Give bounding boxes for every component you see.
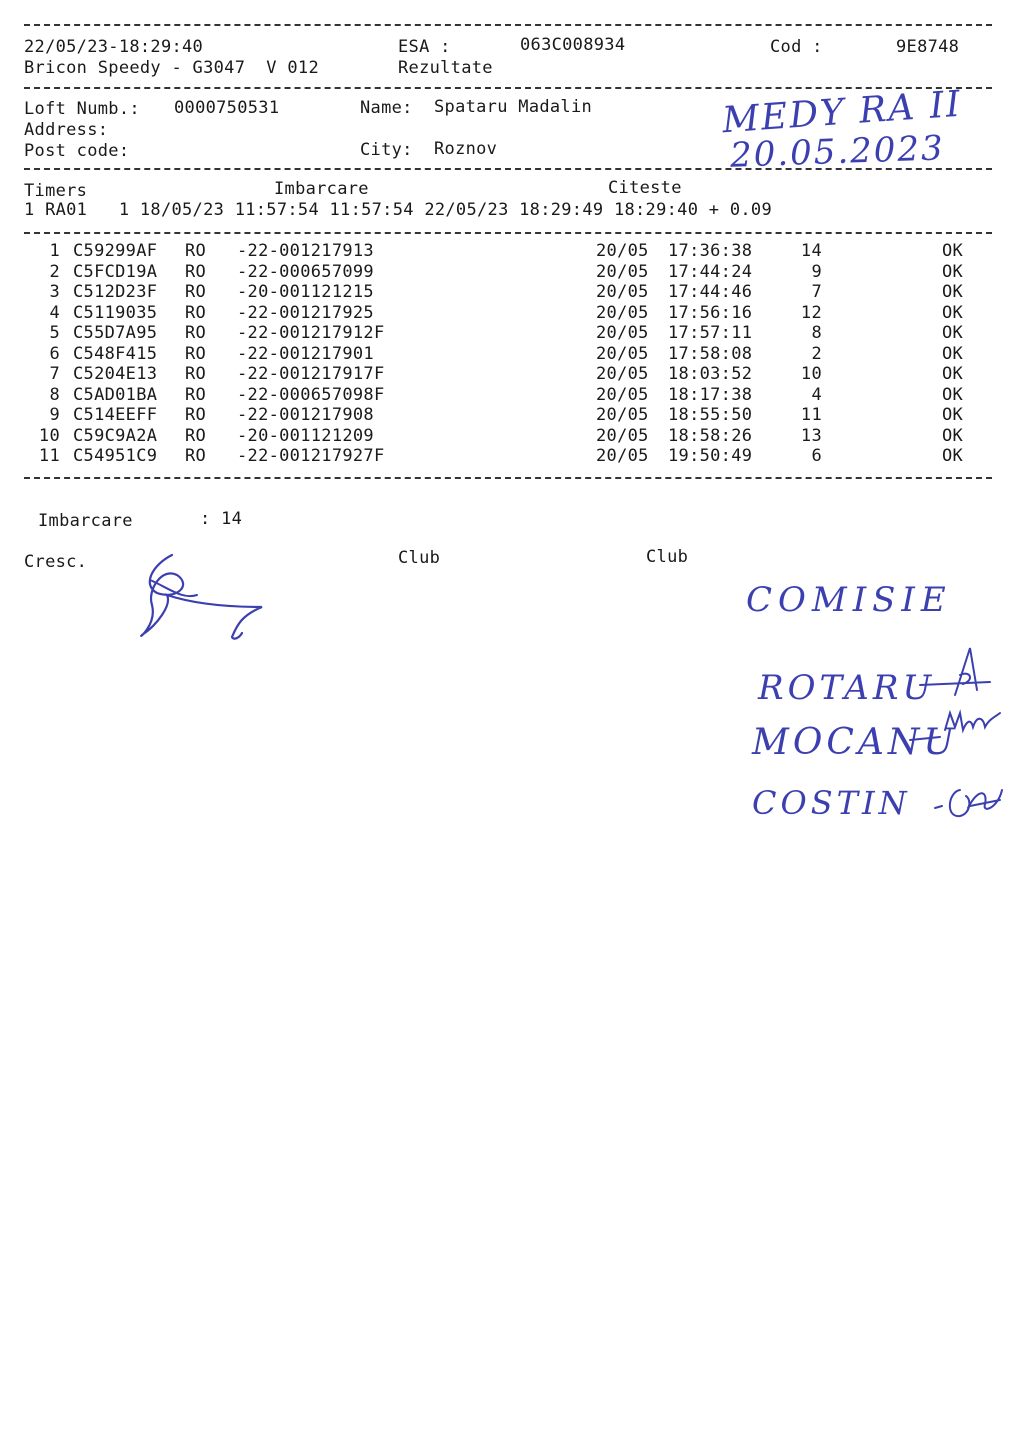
name-label: Name:	[360, 98, 413, 118]
city-label: City:	[360, 140, 413, 160]
summary-imbarcare-value: : 14	[200, 509, 243, 529]
ring-number: -22-001217912F	[237, 323, 385, 343]
chip-id: C5FCD19A	[73, 261, 158, 282]
basket-position: 6	[811, 446, 822, 466]
handwritten-member-1: ROTARU	[758, 668, 936, 708]
report-title: Rezultate	[398, 58, 493, 78]
arrival-date: 20/05	[596, 446, 649, 466]
ring-number: -22-001217925	[237, 302, 374, 323]
row-number: 5	[49, 323, 60, 343]
row-number: 9	[49, 405, 60, 425]
status-ok: OK	[942, 405, 964, 425]
fancier-name: Spataru Madalin	[434, 97, 593, 117]
chip-id: C5AD01BA	[73, 384, 158, 405]
chip-id: C5204E13	[73, 364, 158, 384]
cod-label: Cod :	[770, 37, 823, 57]
arrival-date: 20/05	[596, 425, 649, 446]
chip-id: C54951C9	[73, 446, 158, 466]
handwritten-member-3: COSTIN	[752, 784, 911, 822]
report-datetime: 22/05/23-18:29:40	[24, 37, 204, 57]
breeder-signature	[122, 545, 282, 655]
member-signature-3	[930, 778, 1010, 828]
status-ok: OK	[942, 282, 964, 302]
status-ok: OK	[942, 323, 964, 343]
arrival-time: 18:58:26	[668, 425, 753, 446]
chip-id: C514EEFF	[73, 405, 158, 425]
ring-number: -20-001121215	[237, 282, 374, 302]
summary-imbarcare-label: Imbarcare	[38, 511, 133, 531]
basket-position: 7	[811, 282, 822, 302]
country-code: RO	[185, 241, 207, 261]
ring-number: -22-001217913	[237, 241, 374, 261]
country-code: RO	[185, 343, 207, 364]
chip-id: C55D7A95	[73, 323, 158, 343]
basket-position: 11	[800, 405, 822, 425]
country-code: RO	[185, 261, 207, 282]
arrival-date: 20/05	[596, 343, 649, 364]
arrival-date: 20/05	[596, 241, 649, 261]
handwritten-member-2: MOCANU	[752, 722, 958, 763]
arrival-date: 20/05	[596, 302, 649, 323]
status-ok: OK	[942, 425, 964, 446]
ring-number: -22-001217908	[237, 405, 374, 425]
citeste-label: Citeste	[608, 178, 682, 198]
arrival-date: 20/05	[596, 384, 649, 405]
ring-number: -22-001217927F	[237, 446, 385, 466]
address-label: Address:	[24, 120, 109, 140]
basket-position: 2	[811, 343, 822, 364]
status-ok: OK	[942, 446, 964, 466]
row-number: 7	[49, 364, 60, 384]
arrival-time: 17:58:08	[668, 343, 753, 364]
cod-value: 9E8748	[896, 37, 960, 57]
chip-id: C5119035	[73, 302, 158, 323]
status-ok: OK	[942, 384, 964, 405]
arrival-date: 20/05	[596, 364, 649, 384]
ring-number: -20-001121209	[237, 425, 374, 446]
member-signature-1	[915, 640, 995, 700]
status-ok: OK	[942, 343, 964, 364]
top-rule	[24, 24, 992, 26]
arrival-time: 17:56:16	[668, 302, 753, 323]
arrival-date: 20/05	[596, 261, 649, 282]
esa-label: ESA :	[398, 37, 451, 57]
country-code: RO	[185, 282, 207, 302]
cresc-label: Cresc.	[24, 552, 88, 572]
header-rule	[24, 87, 992, 89]
row-number: 3	[49, 282, 60, 302]
basket-position: 13	[800, 425, 822, 446]
chip-id: C59C9A2A	[73, 425, 158, 446]
club-label-2: Club	[646, 547, 689, 567]
arrival-time: 17:44:24	[668, 261, 753, 282]
timer-row: 1 RA01 1 18/05/23 11:57:54 11:57:54 22/05/23 18:29:49 18:29:40 + 0.09	[24, 200, 772, 220]
arrival-time: 18:55:50	[668, 405, 753, 425]
row-number: 11	[38, 446, 60, 466]
chip-id: C512D23F	[73, 282, 158, 302]
basket-position: 12	[800, 302, 822, 323]
arrival-date: 20/05	[596, 405, 649, 425]
postcode-label: Post code:	[24, 141, 130, 161]
loft-number: 0000750531	[174, 98, 280, 118]
ring-number: -22-001217917F	[237, 364, 385, 384]
basket-position: 9	[811, 261, 822, 282]
handwritten-race-name: MEDY RA II	[720, 83, 964, 142]
status-ok: OK	[942, 241, 964, 261]
status-ok: OK	[942, 302, 964, 323]
row-number: 4	[49, 302, 60, 323]
chip-id: C59299AF	[73, 241, 158, 261]
country-code: RO	[185, 446, 207, 466]
arrival-date: 20/05	[596, 282, 649, 302]
imbarcare-label: Imbarcare	[274, 179, 369, 199]
row-number: 8	[49, 384, 60, 405]
club-label-1: Club	[398, 548, 441, 568]
basket-position: 4	[811, 384, 822, 405]
basket-position: 8	[811, 323, 822, 343]
basket-position: 14	[800, 241, 822, 261]
row-number: 1	[49, 241, 60, 261]
ring-number: -22-001217901	[237, 343, 374, 364]
row-number: 2	[49, 261, 60, 282]
arrival-time: 18:17:38	[668, 384, 753, 405]
timers-label: Timers	[24, 181, 88, 201]
ring-number: -22-000657098F	[237, 384, 385, 405]
timers-rule	[24, 232, 992, 234]
arrival-time: 19:50:49	[668, 446, 753, 466]
ring-number: -22-000657099	[237, 261, 374, 282]
results-rule	[24, 477, 992, 479]
handwritten-commission-title: COMISIE	[746, 580, 952, 620]
city-value: Roznov	[434, 139, 498, 159]
chip-id: C548F415	[73, 343, 158, 364]
country-code: RO	[185, 405, 207, 425]
country-code: RO	[185, 425, 207, 446]
country-code: RO	[185, 302, 207, 323]
status-ok: OK	[942, 364, 964, 384]
row-number: 10	[38, 425, 60, 446]
arrival-time: 17:57:11	[668, 323, 753, 343]
country-code: RO	[185, 323, 207, 343]
member-signature-2	[905, 705, 1005, 755]
country-code: RO	[185, 384, 207, 405]
row-number: 6	[49, 343, 60, 364]
loft-label: Loft Numb.:	[24, 99, 140, 119]
device-name: Bricon Speedy - G3047 V 012	[24, 58, 319, 78]
status-ok: OK	[942, 261, 964, 282]
arrival-date: 20/05	[596, 323, 649, 343]
arrival-time: 17:36:38	[668, 241, 753, 261]
arrival-time: 18:03:52	[668, 364, 753, 384]
esa-value: 063C008934	[520, 35, 626, 55]
arrival-time: 17:44:46	[668, 282, 753, 302]
handwritten-race-date: 20.05.2023	[729, 128, 946, 176]
fancier-rule	[24, 168, 992, 170]
country-code: RO	[185, 364, 207, 384]
basket-position: 10	[800, 364, 822, 384]
